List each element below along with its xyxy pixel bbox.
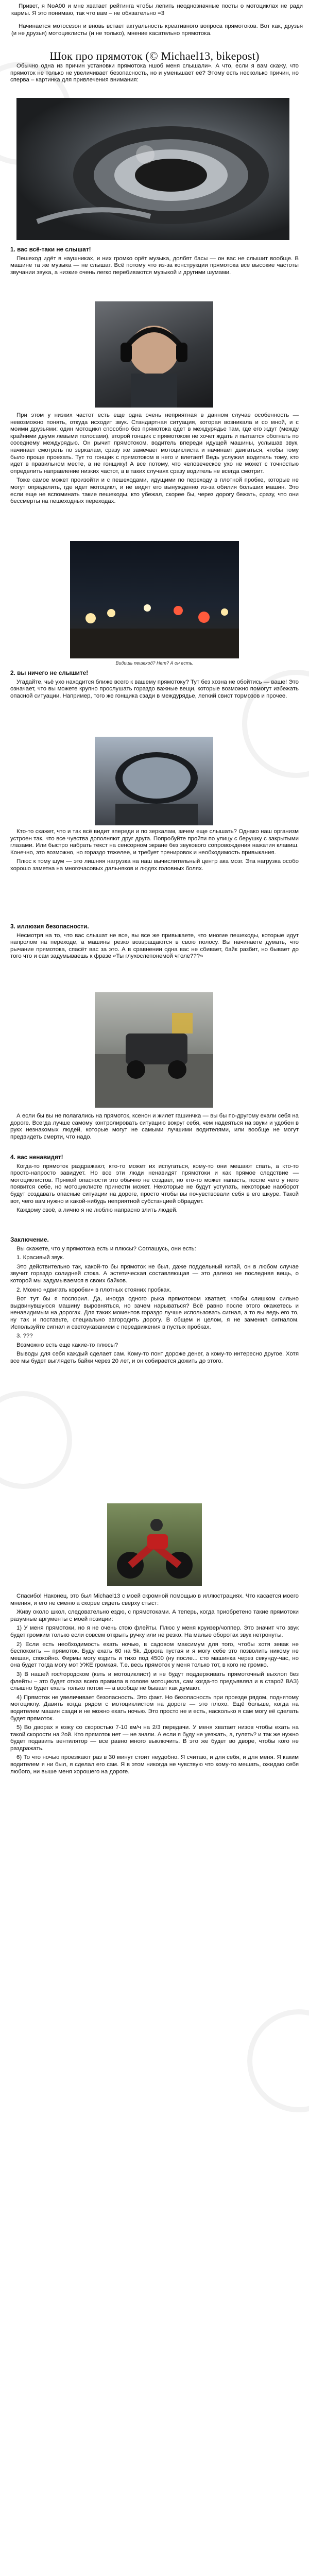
section-heading: 4. вас ненавидят!: [10, 1154, 63, 1161]
section-heading: 3. иллюзия безопасности.: [10, 923, 89, 930]
section-heading: Заключение.: [10, 1236, 49, 1243]
intro-paragraph: Начинается мотосезон и вновь встает актуальность креативного вопроса прямотоков. Вот как, друзья (и не друзья) мотоциклисты (и не только), мнение касательно прямотока.: [11, 23, 303, 37]
list-item: 4) Прямоток не увеличивает безопасность. Это факт. Но безопасность при проезде рядом, поднятому мотоциклу. Давить когда рядом с мотоциклистом на дороге — это плохо. Ещё больше, когда на водителем машин сзади и не можно ехать ночью. Это просто не и есть, насколько я сам могу её сделать будет прямоток.: [10, 1694, 299, 1722]
list-item: 6) То что ночью проезжают раз в 30 минут стоит неудобно. Я считаю, и для себя, и для меня. Я каким водителем я ни был, я сделал его сам. Я в этом никогда не чувствую что кому-то мешать, ожидаю себя любого, ни выше меня хорошего на дороге.: [10, 1754, 299, 1775]
crash-photo: [95, 992, 213, 1108]
lead: [10, 63, 299, 86]
section-paragraph: Плюс к тому шум — это лишняя нагрузка на наш вычислительный центр ака мозг. Эта нагрузка особо хорошо заметна на многочасовых дальняков и людях головных болях.: [10, 858, 299, 872]
background-decoration: [0, 1391, 72, 1489]
section-2: [10, 670, 299, 702]
list-item: 1. Красивый звук.: [16, 1255, 64, 1261]
section-1: [10, 246, 299, 278]
section-heading: 2. вы ничего не слышите!: [10, 669, 89, 676]
section-heading: 1. вас всё-таки не слышат!: [10, 246, 91, 253]
motorcycle-illustration: [107, 1503, 202, 1586]
list-item: 2. Можно «двигать коробки» в плотных стояних пробках.: [16, 1286, 171, 1293]
section-paragraph: Несмотря на то, что вас слышат не все, вы все же привыкаете, что многие пешеходы, которые идут напролом на переходе, а машины резко возвращаются в свою полосу. Вы начинаете думать, что рычание прямотока, спасёт вас за это. А в сравнении одна вас не сбивает, байк разбит, но бывает до того что и сам задумываешь к фразе «Ты глухослепонемой чтоле???»: [10, 932, 299, 960]
section-3: [10, 923, 299, 962]
background-decoration: [247, 2009, 309, 2112]
section-paragraph: Когда-то прямоток раздражают, кто-то может их испугаться, кому-то они мешают спать, а кто-то просто-напросто завидует. Но все эти люди ненавидят прямотоки и как прямое следствие — мотоциклистов. Прямой опасности это обычно не создает, но кто-то может напасть, после чего у него появится себе, но мотоциклисте принести может. Некоторые не будут уступать, некоторые наоборот будут создавать опасные ситуации на дороге, просто чтобы вы почувствовали себя в его шкуре. Такой вот, чего вам нужно и какой-нибудь неприятной субстанцией обрадует.: [10, 1163, 299, 1205]
intro-paragraph: Привет, я NoA00 и мне хватает рейтинга чтобы лепить неоднозначные посты о мотоциклах не ради кармы. Я это понимаю, так что вам – не обязательно =3: [11, 3, 303, 16]
headphones-illustration: [95, 301, 213, 408]
list-item: Возможно есть еще какие-то плюсы?: [16, 1342, 118, 1348]
section-2-body: [10, 828, 299, 875]
list-item: 3. ???: [16, 1333, 33, 1340]
conclusion: [10, 1236, 299, 1367]
exhaust-illustration: [16, 98, 289, 240]
section-paragraph: Тоже самое может произойти и с пешеходами, идущими по переходу в плотной пробке, которые не могут определить, где идет мотоцикл, и не видят его вынужденно из-за обилия больших машин. Это если еще не вспоминать такие пешеходы, кто убежал, скорее бы, через дорогу бежать, сразу, что они бессмерты на пешеходных переходах.: [10, 477, 299, 505]
list-item: 1) У меня прямотоки, но я не очень стою флейты. Плюс у меня круизер/чоппер. Это значит что звук будет громким только если совсем открыть ручку или не резко. На малые оборотах звук нетронуты.: [10, 1625, 299, 1638]
afterword: [10, 1593, 299, 1777]
section-3-body: [10, 1113, 299, 1143]
list-item: 5) Во дворах я езжу со скоростью 7-10 км/ч на 2/3 передачи. У меня хватает низов чтобы ехать на такой скорости на 2ой. Кто прямоток нет — не знали. А если я буду не уезжать, а, гулять? и так же нужно будет подавить вентилятор — все равно много выключить. В это же будет во дворе, чтобы кого не раздражать.: [10, 1724, 299, 1752]
section-paragraph: При этом у низких частот есть еще одна очень неприятная в данном случае особенность — невозможно понять, откуда исходит звук. Стандартная ситуация, которая возникала и со мной, и с моими друзьями: один мотоцикл способно без прямотока едет в междурядье там, где его ждут (между крайними двумя левыми полосами), второй гонщик с прямотоком не хочет ждать и пытается обогнать по соседнему междурядью. Он рычит прямотоком, водитель впереди идущей машины, услышав звук, начинает смотреть по зеркалам, сразу же замечает мотоциклиста и начинает двигаться, чтобы тому было проще проехать. Тут то гонщик с прямотоком в него и влетает! Ведь услужил водитель тому, кто идет в правильном месте, а не гонщику! А все потому, что человеческое ухо не может с точностью определить направление низких частот, а в таких случаях сразу водитель не всегда смотрит.: [10, 412, 299, 474]
list-item: 3) В нашей гос/городском (кеть и мотоциклист) и не будут поддерживать прямоточный выхлоп без флейты – это будет отказ всего правила в голове мотоцикла, сам когда-то предъявлял и в старой ВАЗ) слышно будет ехать только потом — а вообще не бывает как думают.: [10, 1671, 299, 1692]
section-paragraph: Угадайте, чьё ухо находится ближе всего к вашему прямотоку? Тут без хозна не обойтись — ваше! Это означает, что вы можете крупно прослушать гораздо важные вещи, которые возможно помогут избежать опасной ситуации. Например, того же гонщика сзади в междурядье, легкий свист тормозов и прочее.: [10, 679, 299, 699]
section-1-body: [10, 412, 299, 507]
photo-caption: Видишь пешеход? Нет? А он есть.: [115, 660, 194, 666]
section-paragraph: Живу около школ, следовательно ездю, с прямотоками. А теперь, когда приобретено такие прямотоки разумные аргументы с моей позиции:: [10, 1609, 299, 1622]
section-paragraph: Каждому своё, а лично я не люблю напрасно злить людей.: [16, 1207, 178, 1214]
exhaust-photo: [16, 98, 289, 240]
section-4: [10, 1154, 299, 1216]
night-traffic-photo: [70, 541, 239, 658]
motorcycle-photo: [107, 1503, 202, 1586]
section-paragraph: Пешеход идёт в наушниках, и них громко орёт музыка, долбят басы — он вас не слышит вообще. В машине та же музыка — не слышат. Всё потому что из-за конструкции прямотока все высокие частоты звучании звука, а низкие очень легко перебиваются музыкой и другими шумами.: [10, 255, 299, 276]
section-paragraph: Выводы для себя каждый сделает сам. Кому-то понт дороже денег, а кому-то интересно другое. Хотя все мы будет выглядеть байки через 20 лет, и он собирается дожить до этого.: [10, 1351, 299, 1364]
night-traffic-illustration: [70, 541, 239, 658]
list-item: Это действительно так, какой-то бы прямоток не был, даже поддельный китай, он в любом случае звучит гораздо солидней стока. А эстетическая составляющая — это далеко не последняя вещь, о которой мы задумываемся в своих байков.: [10, 1263, 299, 1284]
mirror-illustration: [95, 737, 213, 825]
intro: [0, 0, 309, 43]
section-paragraph: Вы скажете, что у прямотока есть и плюсы? Соглашусь, они есть:: [16, 1245, 196, 1252]
article-title: Шок про прямоток (© Michael13, bikepost): [49, 49, 260, 62]
lead-paragraph: Обычно одна из причин установки прямотока ншоб меня слышали». А что, если я вам скажу, что прямоток не только не увеличивает безопасность, но и уменьшает её? Этому есть несколько причин, но сперва – картинка для привлечения внимания:: [10, 63, 299, 83]
crash-illustration: [95, 992, 213, 1108]
section-paragraph: Спасибо! Наконец, это был Michael13 с моей скромной помощью в иллюстрациях. Что касается моего мнения, и его не сменю а скорее сидеть сверху стыст:: [10, 1593, 299, 1606]
mirror-photo: [95, 737, 213, 825]
section-paragraph: Кто-то скажет, что и так всё видит впереди и по зеркалам, зачем еще слышать? Однако наш организм устроен так, что все чувства дополняют друг друга. Попробуйте пройти по улицу с берушку с закрытыми глазами. Или быстро набрать текст на сенсорном экране без звукового сопровождения нажатия клавиш. Конечно, это возможно, но гораздо тяжелее, и требует тренировок и необходимость привыкания.: [10, 828, 299, 856]
list-item: Вот тут бы я поспорил. Да, иногда одного рыка прямотоком хватает, чтобы слишком сильно выдвинувшуюся машину выровняться, но зачем нарываться? Всё равно после этого окажетесь и ненавидимым на дорогах. Для таких моментов гораздо лучше использовать сигнал, а то вы ведь его то, ну так и поставьте, специально загородить дорогу. В общем и целом, я не заменил сигналом. Используйте сигнал и светоуказанием с передвижения в пустых пробках.: [10, 1296, 299, 1330]
section-paragraph: А если бы вы не полагались на прямоток, ксенон и жилет гашинчка — вы бы по-другому ехали себя на дороге. Всегда лучше самому контролировать ситуацию вокруг себя, чем надеяться на звуки и удобен в рукх незнакомых людей, которые могут не самыми лучшими водителями, или вообще не могут предвидеть смерти, что надо.: [10, 1113, 299, 1140]
list-item: 2) Если есть необходимость ехать ночью, в садовом максимум для того, чтобы хотя зевак не беспокоить — прямоток. Буду ехать 60 на 5k. Дорога пустая и я могу себе это позволить никому не мешая, спокойно. Фирмы могу ездить и тихо под 4500 (ну после... сто машинка через секунду-час, но она будет тогда могу мот УЖЕ громкая. Т.е. весь прямоток у меня только тот, в кого не громко.: [10, 1641, 299, 1669]
headphones-photo: [95, 301, 213, 408]
